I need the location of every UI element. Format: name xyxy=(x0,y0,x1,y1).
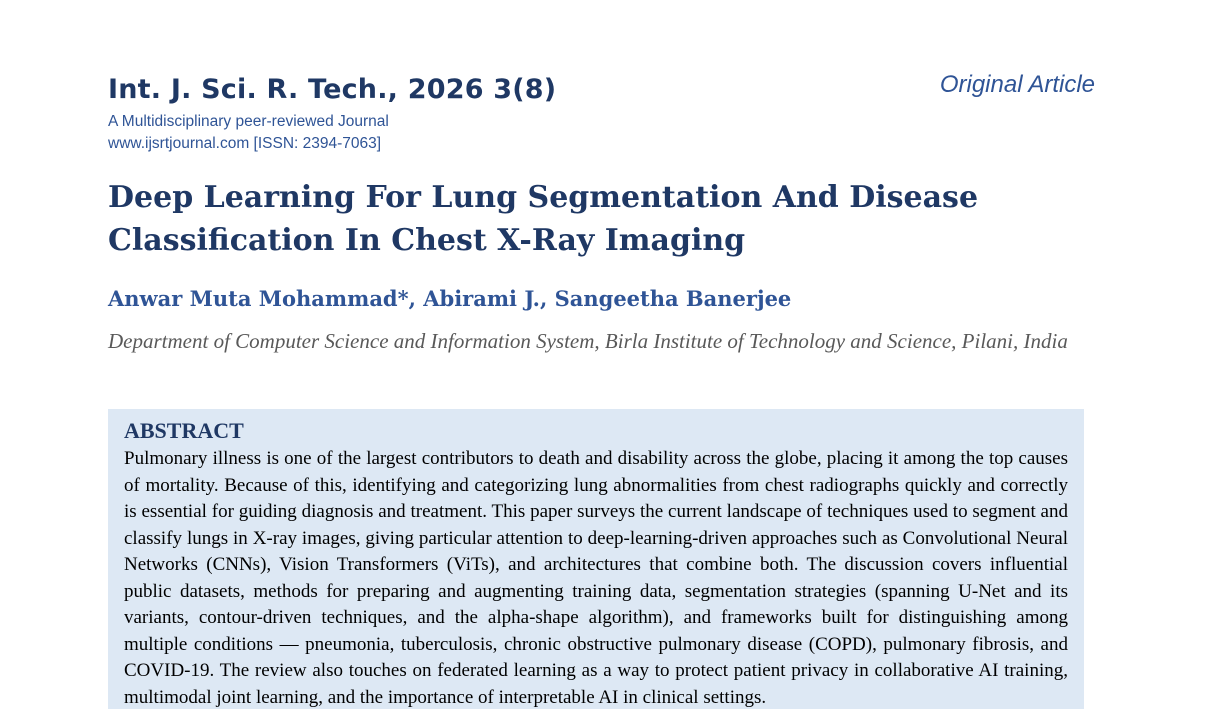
abstract-section xyxy=(108,409,1084,709)
abstract-heading: ABSTRACT xyxy=(124,418,244,443)
paper-title: Deep Learning For Lung Segmentation And Disease Classification In Chest X-Ray Imaging xyxy=(108,180,979,258)
journal-citation: Int. J. Sci. R. Tech., 2026 3(8) xyxy=(108,74,557,105)
journal-website[interactable]: www.ijsrtjournal.com [ISSN: 2394-7063] xyxy=(108,135,382,152)
journal-subtitle: A Multidisciplinary peer-reviewed Journal xyxy=(108,113,389,130)
abstract-text: Pulmonary illness is one of the largest contributors to death and disability across the globe, placing it among the top causes of mortality. Because of this, identifying and categorizing lung abnormalities from chest radiographs quickly and correctly is essential for guiding diagnosis and treatment. This paper surveys the current landscape of techniques used to segment and classify lungs in X-ray images, giving particular attention to deep-learning-driven approaches such as Convolutional Neural Networks (CNNs), Vision Transformers (ViTs), and architectures that combine both. The discussion covers influential public datasets, methods for preparing and augmenting training data, segmentation strategies (spanning U-Net and its variants, contour-driven techniques, and the alpha-shape algorithm), and frameworks built for distinguishing among multiple conditions — pneumonia, tuberculosis, chronic obstructive pulmonary disease (COPD), pulmonary fibrosis, and COVID-19. The review also touches on federated learning as a way to protect patient privacy in collaborative AI training, multimodal joint learning, and the importance of interpretable AI in clinical settings. xyxy=(124,448,1068,708)
author-list: Anwar Muta Mohammad*, Abirami J., Sangeetha Banerjee xyxy=(108,286,792,311)
article-type: Original Article xyxy=(939,71,1095,98)
author-affiliation: Department of Computer Science and Information System, Birla Institute of Technology and Science, Pilani, India xyxy=(108,329,1068,353)
